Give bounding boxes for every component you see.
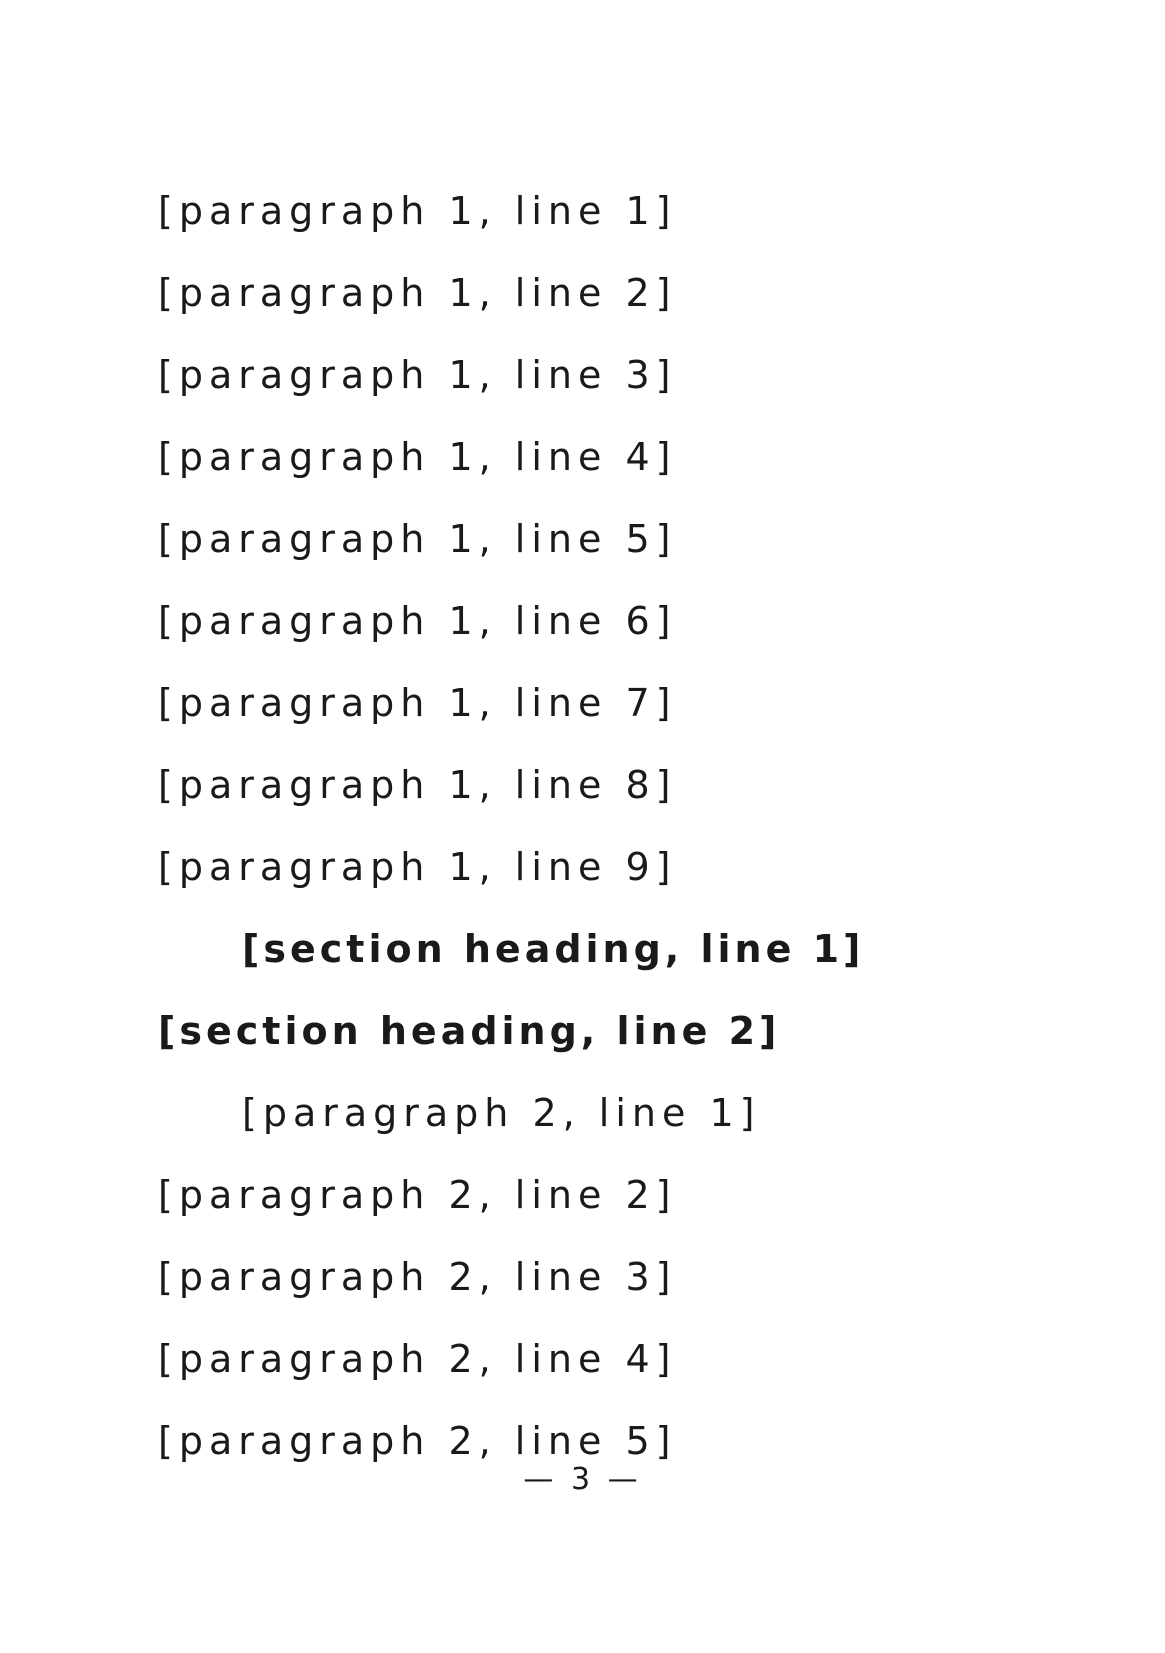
paragraph-line: [paragraph 1, line 5] <box>158 517 677 561</box>
paragraph-line: [paragraph 1, line 2] <box>158 271 677 315</box>
paragraph-line: [paragraph 2, line 2] <box>158 1173 677 1217</box>
paragraph-line: [paragraph 1, line 9] <box>158 845 677 889</box>
section-heading-line: [section heading, line 1] <box>242 927 865 971</box>
paragraph-line: [paragraph 1, line 1] <box>158 189 677 233</box>
paragraph-consumption <box>158 1072 1006 1482</box>
paragraph-line: [paragraph 1, line 8] <box>158 763 677 807</box>
paragraph-line: [paragraph 1, line 3] <box>158 353 677 397</box>
paragraph-line: [paragraph 2, line 4] <box>158 1337 677 1381</box>
paragraph-line: [paragraph 2, line 5] <box>158 1419 677 1463</box>
paragraph-line: [paragraph 1, line 4] <box>158 435 677 479</box>
paragraph-line: [paragraph 2, line 1] <box>242 1091 761 1135</box>
section-heading-line: [section heading, line 2] <box>158 1009 781 1053</box>
paragraph-line: [paragraph 2, line 3] <box>158 1255 677 1299</box>
document-body <box>158 170 1006 1482</box>
paragraph-investment <box>158 170 1006 908</box>
paragraph-line: [paragraph 1, line 7] <box>158 681 677 725</box>
paragraph-line: [paragraph 1, line 6] <box>158 599 677 643</box>
page-number: — 3 — <box>523 1462 642 1497</box>
section-heading <box>158 908 1006 1072</box>
